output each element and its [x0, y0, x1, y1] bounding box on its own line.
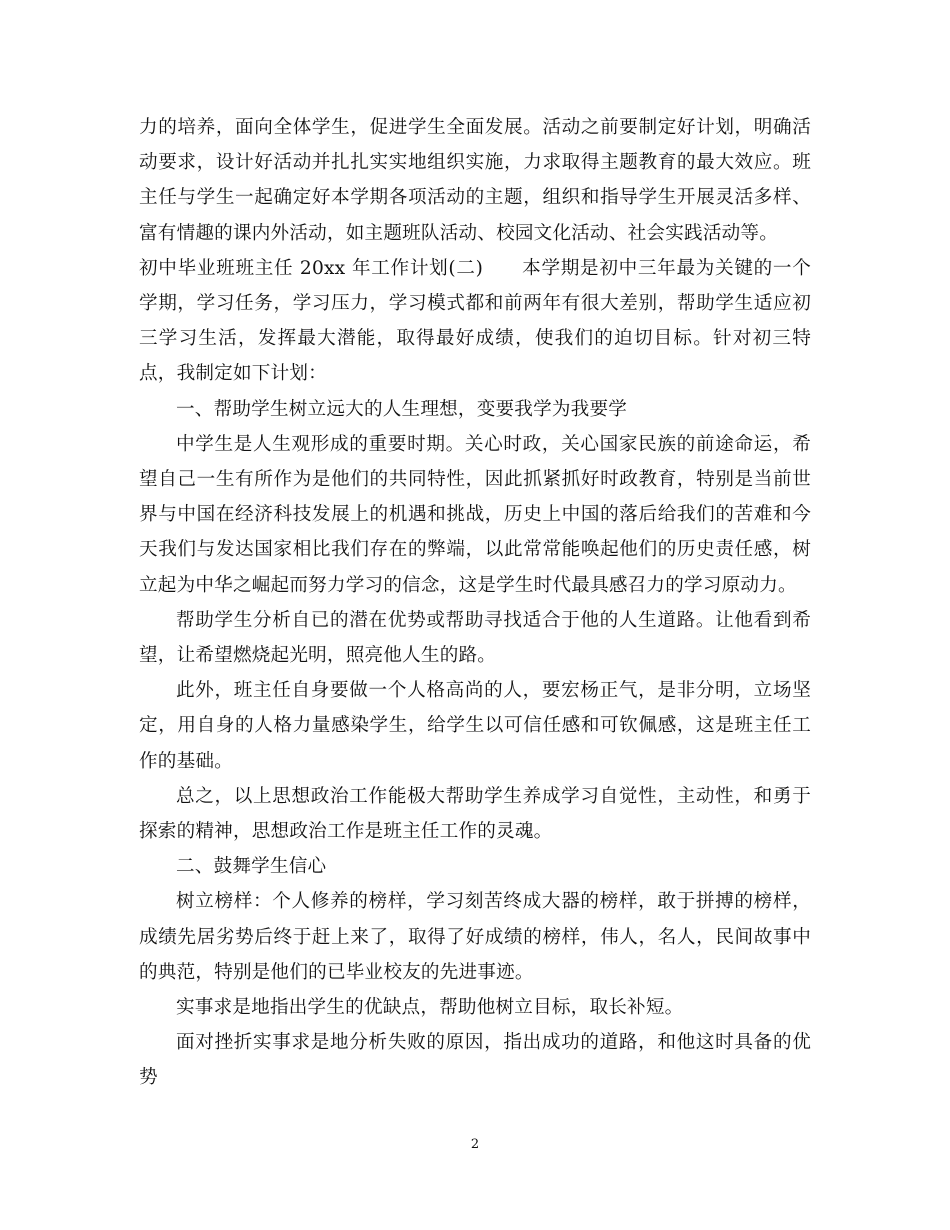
- paragraph-political-education: 中学生是人生观形成的重要时期。关心时政，关心国家民族的前途命运，希望自己一生有所作为是他们的共同特性，因此抓紧抓好时政教育，特别是当前世界与中国在经济科技发展上的机遇和挑战，历史上中国的落后给我们的苦难和今天我们与发达国家相比我们存在的弊端，以此常常能唤起他们的历史责任感，树立起为中华之崛起而努力学习的信念，这是学生时代最具感召力的学习原动力。: [139, 433, 811, 596]
- page-number: 2: [470, 1137, 480, 1152]
- paragraph-potential-guidance: 帮助学生分析自已的潜在优势或帮助寻找适合于他的人生道路。让他看到希望，让希望燃烧起光明，照亮他人生的路。: [139, 609, 811, 667]
- paragraph-setbacks: 面对挫折实事求是地分析失败的原因，指出成功的道路，和他这时具备的优势: [139, 1032, 811, 1089]
- section-heading-confidence: 二、鼓舞学生信心: [176, 856, 327, 878]
- paragraph-summary: 总之，以上思想政治工作能极大帮助学生养成学习自觉性，主动性，和勇于探索的精神，思想政治工作是班主任工作的灵魂。: [139, 785, 811, 843]
- paragraph-activity-planning: 力的培养，面向全体学生，促进学生全面发展。活动之前要制定好计划，明确活动要求，设计好活动并扎扎实实地组织实施，力求取得主题教育的最大效应。班主任与学生一起确定好本学期各项活动的主题，组织和指导学生开展灵活多样、富有情趣的课内外活动，如主题班队活动、校园文化活动、社会实践活动等。: [139, 117, 811, 244]
- paragraph-role-models: 树立榜样：个人修养的榜样，学习刻苦终成大器的榜样，敢于拼搏的榜样，成绩先居劣势后终于赶上来了，取得了好成绩的榜样，伟人，名人，民间故事中的典范，特别是他们的已毕业校友的先进事迹。: [139, 891, 811, 983]
- document-body: [139, 110, 811, 1096]
- paragraph-strengths-weaknesses: 实事求是地指出学生的优缺点，帮助他树立目标，取长补短。: [176, 997, 684, 1019]
- paragraph-plan-title-intro: 初中毕业班班主任 20xx 年工作计划(二) 本学期是初中三年最为关键的一个学期，学习任务，学习压力，学习模式都和前两年有很大差别，帮助学生适应初三学习生活，发挥最大潜能，取得最好成绩，使我们的迫切目标。针对初三特点，我制定如下计划：: [139, 257, 811, 385]
- section-heading-ideals: 一、帮助学生树立远大的人生理想，变要我学为我要学: [176, 398, 628, 420]
- paragraph-teacher-character: 此外，班主任自身要做一个人格高尚的人，要宏杨正气，是非分明，立场坚定，用自身的人格力量感染学生，给学生以可信任感和可钦佩感，这是班主任工作的基础。: [139, 680, 811, 772]
